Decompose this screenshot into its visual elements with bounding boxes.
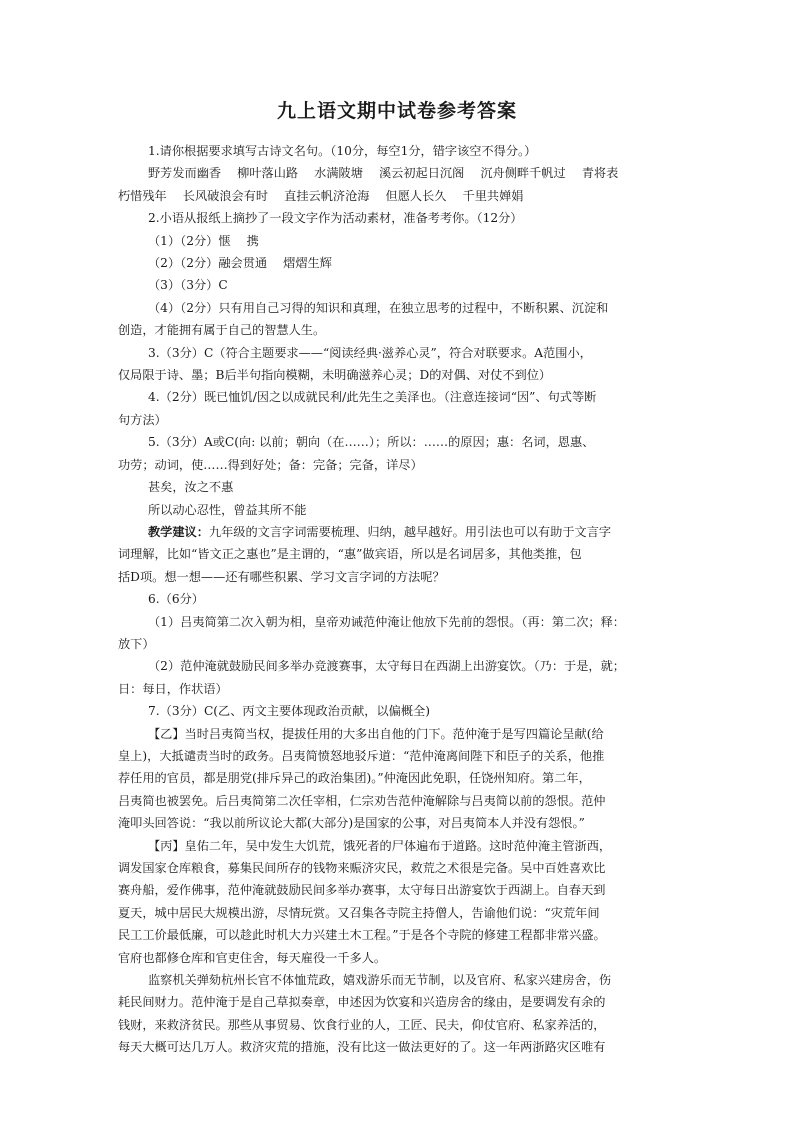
q6-sub-answer: （2）范仲淹就鼓励民间多举办竞渡赛事，太守每日在西湖上出游宴饮。（乃：于是，就； (148, 659, 625, 674)
q2-sub-answer: （1）（2分）惬 携 (148, 233, 259, 248)
q6-heading: 6.（6分） (148, 592, 204, 607)
q7-answer: 7.（3分）C(乙、丙文主要体现政治贡献，以偏概全) (148, 704, 430, 719)
translation-yi: 【乙】当时吕夷简当权，提拔任用的大多出自他的门下。范仲淹于是写四篇论呈献(给 (148, 726, 604, 741)
answer-body (118, 140, 678, 1059)
translation-bing-cont: 赛舟船，爱作佛事，范仲淹就鼓励民间多举办赛事，太守每日出游宴饮于西湖上。自春天到 (118, 883, 606, 898)
q5-answer: 5.（3分）A或C(向: 以前；朝向（在……）；所以：……的原因；惠：名词，恩惠、 (148, 435, 595, 450)
teaching-note-cont: 词理解，比如“皆文正之惠也”是主谓的，“惠”做宾语，所以是名词居多，其他类推，包 (118, 547, 582, 562)
q5-example: 所以动心忍性，曾益其所不能 (148, 502, 307, 517)
q2-sub-answer: （3）（3分）C (148, 278, 228, 293)
q1-heading: 1.请你根据要求填写古诗文名句。（10分，每空1分，错字该空不得分。） (148, 144, 537, 158)
q4-answer-cont: 句方法） (118, 412, 167, 427)
q6-sub-answer: （1）吕夷简第二次入朝为相，皇帝劝诫范仲淹让他放下先前的怨恨。（再：第二次；释： (148, 614, 625, 629)
teaching-note (118, 521, 678, 543)
translation-yi-cont: 荐任用的官员，都是朋党(排斥异己的政治集团)。”仲淹因此免职，任饶州知府。第二年， (118, 771, 591, 786)
translation-paragraph-cont: 耗民间财力。范仲淹于是自己草拟奏章，申述因为饮宴和兴造房舍的缘由，是要调发有余的 (118, 995, 606, 1010)
q5-example: 甚矣，汝之不惠 (148, 480, 234, 495)
translation-yi-cont: 皇上)，大抵谴责当时的政务。吕夷简愤怒地驳斥道：“范仲淹离间陛下和臣子的关系，他推 (118, 748, 605, 763)
translation-paragraph-cont: 每天大概可达几万人。救济灾荒的措施，没有比这一做法更好的了。这一年两浙路灾区唯有 (118, 1040, 606, 1055)
q2-sub-answer-cont: 创造，才能拥有属于自己的智慧人生。 (118, 323, 326, 338)
q6-sub-answer-cont: 日：每日，作状语） (118, 681, 228, 696)
teaching-note-text: 九年级的文言字词需要梳理、归纳，越早越好。用引法也可以有助于文言字 (208, 524, 612, 539)
q3-answer: 3.（3分）C（符合主题要求——“阅读经典·滋养心灵”，符合对联要求。A范围小， (148, 345, 592, 360)
translation-bing-cont: 官府也都修仓库和官吏住舍，每天雇役一千多人。 (118, 950, 387, 965)
q2-sub-answer: （4）（2分）只有用自己习得的知识和真理，在独立思考的过程中，不断积累、沉淀和 (148, 300, 609, 315)
translation-yi-cont: 淹叩头回答说：“我以前所议论大都(大部分)是国家的公事，对吕夷简本人并没有怨恨。” (118, 816, 585, 831)
q3-answer-cont: 仅局限于诗、墨；B后半句指向模糊，未明确滋养心灵；D的对偶、对仗不到位） (118, 368, 552, 383)
q1-answer-line: 朽惜残年 长风破浪会有时 直挂云帆济沧海 但愿人长久 千里共婵娟 (118, 188, 524, 203)
q6-sub-answer-cont: 放下） (118, 636, 155, 651)
translation-bing: 【丙】皇佑二年，吴中发生大饥荒，饿死者的尸体遍布于道路。这时范仲淹主管浙西， (148, 838, 612, 853)
translation-bing-cont: 调发国家仓库粮食，募集民间所存的钱物来赈济灾民，救荒之术很是完备。吴中百姓喜欢比 (118, 861, 606, 875)
q2-heading: 2.小语从报纸上摘抄了一段文字作为活动素材，准备考考你。（12分） (148, 211, 523, 226)
translation-bing-cont: 夏天，城中居民大规模出游，尽情玩赏。又召集各寺院主持僧人，告谕他们说：“灾荒年间 (118, 905, 600, 920)
q2-sub-answer: （2）（2分）融会贯通 熠熠生辉 (148, 256, 332, 271)
teaching-note-cont: 括D项。想一想——还有哪些积累、学习文言字词的方法呢？ (118, 569, 445, 584)
translation-yi-cont: 吕夷简也被罢免。后吕夷简第二次任宰相，仁宗劝告范仲淹解除与吕夷简以前的怨恨。范仲 (118, 793, 606, 808)
q4-answer: 4.（2分）既已恤饥/因之以成就民利/此先生之美泽也。（注意连接词“因”、句式等断 (148, 390, 597, 405)
translation-bing-cont: 民工工价最低廉，可以趁此时机大力兴建土木工程。”于是各个寺院的修建工程都非常兴盛。 (118, 928, 606, 943)
q1-answer-line: 野芳发而幽香 柳叶落山路 水满陂塘 溪云初起日沉阁 沉舟侧畔千帆过 青将表 (148, 166, 619, 181)
translation-paragraph: 监察机关弹劾杭州长官不体恤荒政，嬉戏游乐而无节制，以及官府、私家兴建房舍，伤 (148, 973, 612, 988)
page-title: 九上语文期中试卷参考答案 (276, 100, 517, 122)
teaching-note-label: 教学建议： (148, 524, 209, 539)
translation-paragraph-cont: 钱财，来救济贫民。那些从事贸易、饮食行业的人，工匠、民夫，仰仗官府、私家养活的， (118, 1017, 606, 1032)
q5-answer-cont: 功劳；动词，使……得到好处；备：完备；完备，详尽） (118, 457, 423, 472)
